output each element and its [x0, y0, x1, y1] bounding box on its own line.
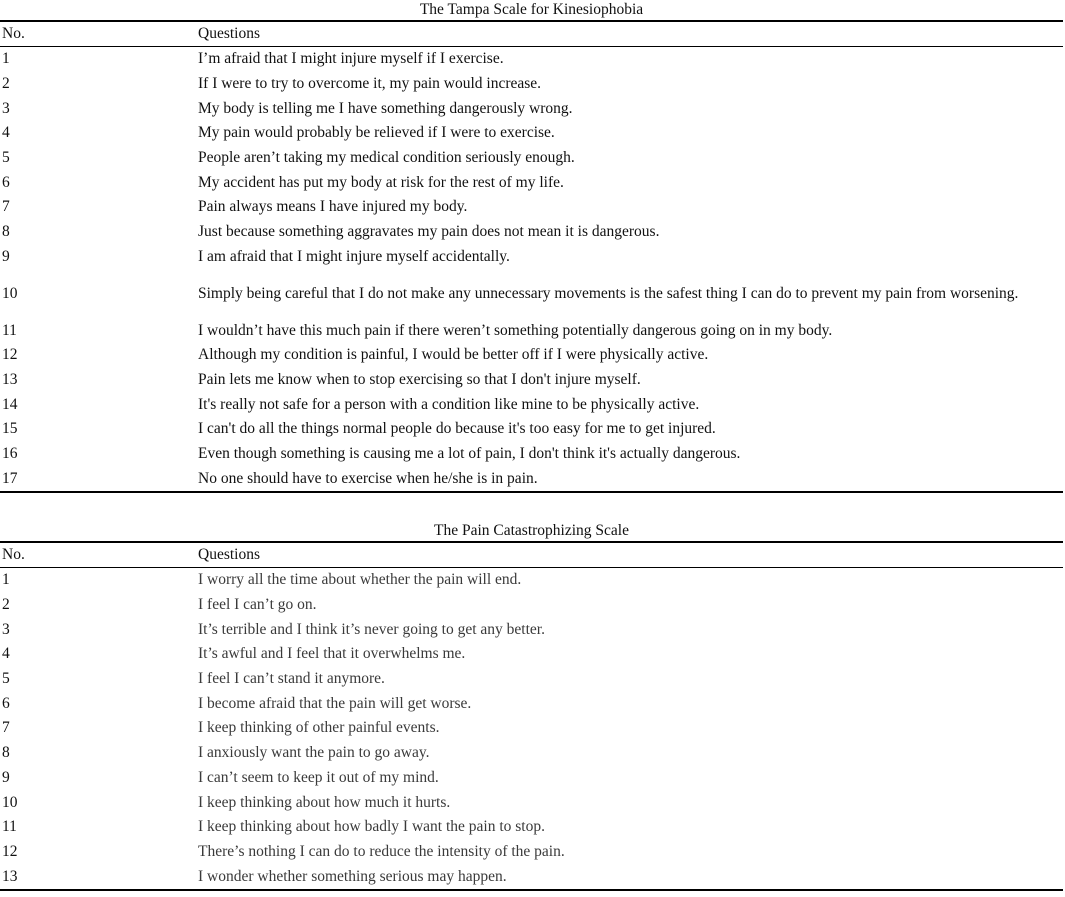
row-number: 2 [2, 75, 10, 93]
table-row [0, 864, 1063, 890]
question-text: My pain would probably be relieved if I were to exercise. [198, 124, 555, 142]
question-text: Simply being careful that I do not make any unnecessary movements is the safest thing I can do to prevent my pain from worsening. [198, 284, 1019, 302]
table-header-row [0, 542, 1063, 568]
table-row [0, 121, 1063, 146]
question-text: It’s terrible and I think it’s never going to get any better. [198, 620, 545, 638]
question-text: I wonder whether something serious may happen. [198, 864, 1063, 890]
row-number: 5 [2, 670, 10, 688]
row-number: 12 [2, 842, 18, 860]
row-number: 9 [2, 247, 10, 265]
table-row [0, 815, 1063, 840]
question-text: People aren’t taking my medical condition seriously enough. [198, 149, 575, 167]
table-row [0, 442, 1063, 467]
row-number: 16 [2, 444, 18, 462]
row-number: 8 [2, 223, 10, 241]
row-number: 12 [2, 346, 18, 364]
table-row [0, 220, 1063, 245]
row-number: 9 [2, 768, 10, 786]
question-text: I can’t seem to keep it out of my mind. [198, 768, 439, 786]
table-row [0, 840, 1063, 865]
question-text: I keep thinking about how much it hurts. [198, 793, 451, 811]
row-number: 4 [2, 645, 10, 663]
question-text: No one should have to exercise when he/she is in pain. [198, 466, 1063, 492]
pain-catastrophizing-table [0, 541, 1063, 891]
table-row [0, 170, 1063, 195]
row-number: 2 [2, 596, 10, 614]
table-row [0, 466, 1063, 492]
row-number: 1 [2, 571, 10, 589]
question-text: I’m afraid that I might injure myself if I exercise. [198, 50, 504, 68]
table-row [0, 617, 1063, 642]
row-number: 11 [2, 321, 17, 339]
table-row [0, 568, 1063, 593]
pain-catastrophizing-table-block [0, 521, 1063, 891]
header-questions: Questions [198, 542, 1063, 568]
question-text: I anxiously want the pain to go away. [198, 744, 430, 762]
table-row [0, 72, 1063, 97]
row-number: 11 [2, 818, 17, 836]
question-text: Just because something aggravates my pain does not mean it is dangerous. [198, 223, 660, 241]
table-row [0, 417, 1063, 442]
header-no: No. [0, 21, 198, 47]
table-row [0, 47, 1063, 72]
question-text: Although my condition is painful, I would be better off if I were physically active. [198, 346, 709, 364]
table-row [0, 368, 1063, 393]
table-row [0, 343, 1063, 368]
table-row [0, 741, 1063, 766]
table-row [0, 269, 1063, 318]
table-row [0, 392, 1063, 417]
question-text: It's really not safe for a person with a condition like mine to be physically active. [198, 395, 700, 413]
row-number: 13 [0, 864, 198, 890]
header-no: No. [0, 542, 198, 568]
question-text: If I were to try to overcome it, my pain would increase. [198, 75, 542, 93]
table-row [0, 318, 1063, 343]
question-text: My accident has put my body at risk for the rest of my life. [198, 173, 564, 191]
row-number: 3 [2, 620, 10, 638]
question-text: I become afraid that the pain will get worse. [198, 694, 472, 712]
question-text: There’s nothing I can do to reduce the intensity of the pain. [198, 842, 565, 860]
question-text: Pain lets me know when to stop exercising so that I don't injure myself. [198, 370, 641, 388]
table-row [0, 195, 1063, 220]
table-row [0, 790, 1063, 815]
row-number: 15 [2, 420, 18, 438]
pain-catastrophizing-title: The Pain Catastrophizing Scale [434, 522, 629, 539]
tampa-scale-table [0, 20, 1063, 493]
row-number: 10 [2, 284, 18, 302]
row-number: 7 [2, 198, 10, 216]
question-text: It’s awful and I feel that it overwhelms me. [198, 645, 466, 663]
question-text: I feel I can’t go on. [198, 596, 317, 614]
question-text: I worry all the time about whether the pain will end. [198, 571, 522, 589]
question-text: I keep thinking of other painful events. [198, 719, 440, 737]
question-text: I can't do all the things normal people do because it's too easy for me to get injured. [198, 420, 716, 438]
table-header-row [0, 21, 1063, 47]
table-row [0, 691, 1063, 716]
question-text: My body is telling me I have something dangerously wrong. [198, 99, 573, 117]
row-number: 17 [0, 466, 198, 492]
row-number: 5 [2, 149, 10, 167]
question-text: Pain always means I have injured my body. [198, 198, 468, 216]
table-row [0, 716, 1063, 741]
row-number: 10 [2, 793, 18, 811]
table-row [0, 642, 1063, 667]
row-number: 6 [2, 173, 10, 191]
question-text: I feel I can’t stand it anymore. [198, 670, 385, 688]
table-row [0, 245, 1063, 270]
question-text: I keep thinking about how badly I want the pain to stop. [198, 818, 545, 836]
table-row [0, 766, 1063, 791]
header-questions: Questions [198, 21, 1063, 47]
table-row [0, 667, 1063, 692]
table-row [0, 593, 1063, 618]
tampa-scale-title: The Tampa Scale for Kinesiophobia [419, 1, 644, 18]
question-text: I wouldn’t have this much pain if there weren’t something potentially dangerous going on in my body. [198, 321, 833, 339]
row-number: 7 [2, 719, 10, 737]
row-number: 8 [2, 744, 10, 762]
row-number: 13 [2, 370, 18, 388]
row-number: 3 [2, 99, 10, 117]
row-number: 1 [2, 50, 10, 68]
row-number: 4 [2, 124, 10, 142]
row-number: 14 [2, 395, 18, 413]
table-row [0, 96, 1063, 121]
question-text: Even though something is causing me a lot of pain, I don't think it's actually dangerous. [198, 444, 741, 462]
table-row [0, 146, 1063, 171]
question-text: I am afraid that I might injure myself accidentally. [198, 247, 510, 265]
row-number: 6 [2, 694, 10, 712]
